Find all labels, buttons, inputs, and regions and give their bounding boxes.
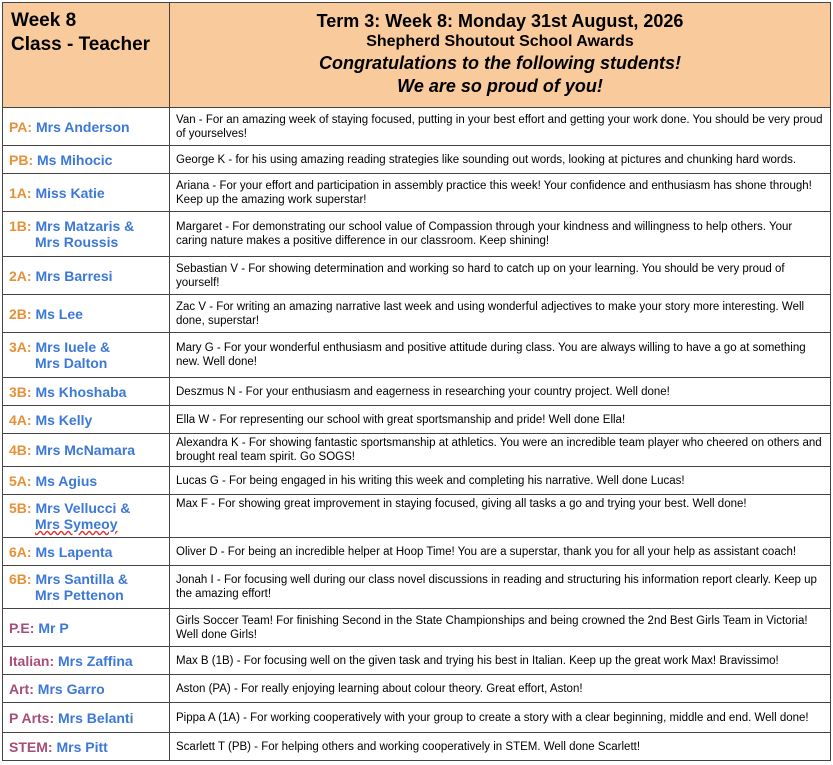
header-week-class	[3, 3, 170, 108]
table-row	[3, 174, 831, 212]
teacher-name: Ms Mihocic	[37, 151, 113, 168]
table-row	[3, 566, 831, 609]
class-cell	[3, 733, 170, 761]
class-code: 4A:	[9, 411, 32, 428]
teacher-name-2: Mrs Pettenon	[35, 587, 124, 603]
class-cell	[3, 467, 170, 495]
class-cell	[3, 378, 170, 406]
teacher-name: Mrs Anderson	[35, 118, 130, 135]
teacher-name: Mrs Pitt	[56, 738, 108, 755]
header-awards-name: Shepherd Shoutout School Awards	[366, 33, 634, 50]
teacher-name: Mrs McNamara	[35, 442, 136, 458]
table-row	[3, 212, 831, 257]
awards-table	[2, 2, 831, 761]
teacher-name: Ms Lapenta	[35, 543, 113, 560]
class-code: 5B:	[9, 500, 32, 516]
class-code: 1B:	[9, 218, 32, 234]
table-row	[3, 295, 831, 333]
class-cell	[3, 703, 170, 733]
award-message: George K - for his using amazing reading strategies like sounding out words, looking at pictures and chunking hard words.	[170, 146, 831, 174]
class-code: 1A:	[9, 184, 32, 201]
teacher-name: Ms Agius	[35, 472, 98, 489]
award-message: Mary G - For your wonderful enthusiasm and positive attitude during class. You are always willing to have a go at something new. Well done!	[170, 333, 831, 378]
award-message: Max B (1B) - For focusing well on the given task and trying his best in Italian. Keep up the great work Max! Bravissimo!	[170, 647, 831, 675]
class-code: Art:	[9, 680, 34, 697]
award-message: Max F - For showing great improvement in staying focused, giving all tasks a go and trying your best. Well done!	[170, 495, 831, 538]
table-row	[3, 108, 831, 146]
table-row	[3, 434, 831, 467]
class-code: 4B:	[9, 442, 32, 458]
class-cell	[3, 146, 170, 174]
teacher-name: Ms Lee	[35, 305, 83, 322]
class-cell	[3, 333, 170, 378]
class-cell	[3, 647, 170, 675]
table-row	[3, 378, 831, 406]
table-row	[3, 467, 831, 495]
class-code: P Arts:	[9, 709, 55, 726]
teacher-name: Mrs Garro	[37, 680, 105, 697]
class-cell	[3, 406, 170, 434]
teacher-name: Ms Kelly	[35, 411, 93, 428]
award-message: Margaret - For demonstrating our school value of Compassion through your kindness and willingness to help others. Your caring nature makes a positive difference in our classroom. Keep shining!	[170, 212, 831, 257]
table-row	[3, 647, 831, 675]
class-code: 5A:	[9, 472, 32, 489]
class-cell	[3, 174, 170, 212]
class-code: PB:	[9, 151, 34, 168]
header-proud: We are so proud of you!	[397, 76, 603, 96]
award-message: Ariana - For your effort and participation in assembly practice this week! Your confidence and enthusiasm has shone through! Keep up the amazing work superstar!	[170, 174, 831, 212]
teacher-name: Mrs Matzaris &	[35, 218, 135, 234]
class-code: 6B:	[9, 571, 32, 587]
class-cell	[3, 538, 170, 566]
header-term-date: Term 3: Week 8: Monday 31st August, 2026	[316, 11, 684, 31]
award-message: Scarlett T (PB) - For helping others and working cooperatively in STEM. Well done Scarlett!	[170, 733, 831, 761]
class-cell	[3, 609, 170, 647]
award-message: Lucas G - For being engaged in his writing this week and completing his narrative. Well done Lucas!	[170, 467, 831, 495]
class-code: 3A:	[9, 339, 32, 355]
award-message: Ella W - For representing our school with great sportsmanship and pride! Well done Ella!	[170, 406, 831, 434]
table-row	[3, 733, 831, 761]
table-row	[3, 609, 831, 647]
class-code: P.E:	[9, 619, 35, 636]
teacher-name-2: Mrs Roussis	[35, 234, 119, 250]
table-row	[3, 538, 831, 566]
class-code: 2A:	[9, 267, 32, 284]
award-message: Jonah I - For focusing well during our class novel discussions in reading and structuring his information report clearly. Keep up the amazing effort!	[170, 566, 831, 609]
award-message: Pippa A (1A) - For working cooperatively with your group to create a story with a clear beginning, middle and end. Well done!	[170, 703, 831, 733]
award-message: Oliver D - For being an incredible helper at Hoop Time! You are a superstar, thank you for all your help as assistant coach!	[170, 538, 831, 566]
table-row	[3, 495, 831, 538]
teacher-name: Miss Katie	[35, 184, 105, 201]
class-code: PA:	[9, 118, 33, 135]
award-message: Van - For an amazing week of staying focused, putting in your best effort and getting your work done. You should be very proud of yourselves!	[170, 108, 831, 146]
class-cell	[3, 495, 170, 538]
header-week: Week 8	[11, 10, 77, 31]
class-cell	[3, 295, 170, 333]
header-row	[3, 3, 831, 108]
teacher-name-2-text: Mrs Symeoy	[35, 516, 118, 532]
class-cell	[3, 108, 170, 146]
teacher-name: Ms Khoshaba	[35, 383, 127, 400]
class-code: 2B:	[9, 305, 32, 322]
class-code: 3B:	[9, 383, 32, 400]
award-message: Deszmus N - For your enthusiasm and eagerness in researching your country project. Well done!	[170, 378, 831, 406]
class-cell	[3, 212, 170, 257]
teacher-name: Mrs Barresi	[35, 267, 113, 284]
teacher-name: Mrs Santilla &	[35, 571, 129, 587]
award-message: Girls Soccer Team! For finishing Second in the State Championships and being crowned the 2nd Best Girls Team in Victoria! Well done Girls!	[170, 609, 831, 647]
teacher-name: Mrs Vellucci &	[35, 500, 131, 516]
teacher-name: Mr P	[38, 619, 69, 636]
table-row	[3, 406, 831, 434]
class-cell	[3, 257, 170, 295]
table-row	[3, 146, 831, 174]
table-row	[3, 257, 831, 295]
award-message: Zac V - For writing an amazing narrative last week and using wonderful adjectives to make your story more interesting. Well done, superstar!	[170, 295, 831, 333]
teacher-name: Mrs Iuele &	[35, 339, 111, 355]
teacher-name: Mrs Zaffina	[58, 652, 133, 669]
class-cell	[3, 675, 170, 703]
award-message: Alexandra K - For showing fantastic sportsmanship at athletics. You were an incredible team player who cheered on others and brought real team spirit. Go SOGS!	[170, 434, 831, 467]
award-message: Sebastian V - For showing determination and working so hard to catch up on your learning. You should be very proud of yourself!	[170, 257, 831, 295]
teacher-name-2	[9, 516, 169, 532]
class-code: Italian:	[9, 652, 55, 669]
award-message: Aston (PA) - For really enjoying learning about colour theory. Great effort, Aston!	[170, 675, 831, 703]
class-cell	[3, 434, 170, 467]
table-row	[3, 675, 831, 703]
header-title-block	[170, 3, 831, 108]
class-code: 6A:	[9, 543, 32, 560]
header-class-teacher: Class - Teacher	[11, 34, 151, 55]
table-row	[3, 333, 831, 378]
teacher-name-2: Mrs Dalton	[35, 355, 108, 371]
class-cell	[3, 566, 170, 609]
table-row	[3, 703, 831, 733]
teacher-name: Mrs Belanti	[58, 709, 134, 726]
class-code: STEM:	[9, 738, 53, 755]
header-congratulations: Congratulations to the following students!	[319, 53, 681, 73]
